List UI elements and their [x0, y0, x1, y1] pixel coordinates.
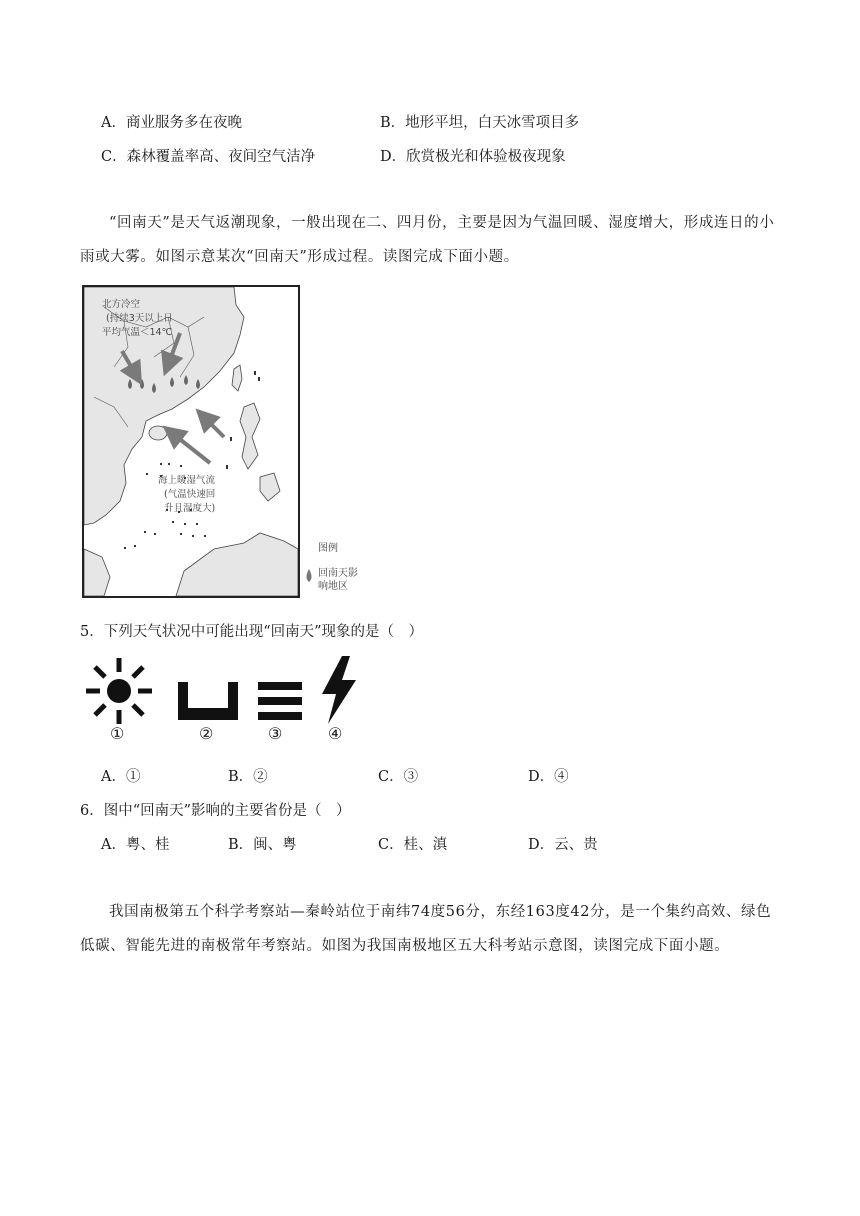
option-4d: D．欣赏极光和体验极夜现象	[380, 149, 566, 165]
lightning-icon	[320, 656, 358, 724]
question-6-stem: 6．图中“回南天”影响的主要省份是（ ）	[80, 803, 351, 819]
option-5d: D．④	[528, 769, 569, 785]
option-5a: A．①	[101, 769, 141, 785]
option-4a: A．商业服务多在夜晚	[101, 115, 242, 131]
option-5c: C．③	[378, 769, 419, 785]
warm-air-arrow-2	[204, 417, 224, 437]
map-label-north-2: (持续3天以上日	[106, 313, 173, 324]
legend-label-1: 回南天影	[318, 568, 358, 579]
passage-huinantian: “回南天”是天气返潮现象，一般出现在二、四月份，主要是因为气温回暖、湿度增大，形成连日的小雨或大雾。如图示意某次“回南天”形成过程。读图完成下面小题。	[80, 215, 775, 265]
legend-title: 图例	[318, 543, 338, 554]
warm-air-arrow-1	[172, 433, 210, 463]
hainan-island	[149, 426, 167, 440]
legend-label-2: 响地区	[318, 581, 348, 592]
symbol-label-4: ④	[328, 724, 343, 743]
symbol-label-1: ①	[110, 724, 125, 743]
map-graphic	[84, 287, 298, 596]
huinantian-map	[82, 285, 300, 598]
map-label-sea-1: 海上暖湿气流	[158, 475, 216, 486]
symbol-label-2: ②	[199, 724, 214, 743]
taiwan-island	[232, 365, 242, 391]
map-label-north-1: 北方冷空	[102, 299, 141, 310]
philippines-islands	[240, 403, 280, 501]
cup-shape-icon	[178, 682, 238, 720]
borneo-island	[176, 533, 298, 596]
option-6b: B．闽、粤	[228, 837, 297, 853]
option-4b: B．地形平坦，白天冰雪项目多	[380, 115, 580, 131]
option-6a: A．粤、桂	[101, 837, 170, 853]
option-4c: C．森林覆盖率高、夜间空气洁净	[101, 149, 316, 165]
malay-peninsula	[84, 549, 110, 596]
symbol-label-3: ③	[268, 724, 283, 743]
legend-rain-drop-icon	[304, 568, 314, 584]
map-label-sea-2: (气温快速回	[164, 489, 216, 500]
option-6d: D．云、贵	[528, 837, 598, 853]
sun-icon	[84, 656, 154, 726]
fog-icon	[258, 682, 302, 720]
map-label-north-3: 平均气温＜14℃	[102, 327, 173, 338]
question-5-stem: 5．下列天气状况中可能出现“回南天”现象的是（ ）	[80, 624, 424, 640]
option-5b: B．②	[228, 769, 268, 785]
option-6c: C．桂、滇	[378, 837, 448, 853]
map-label-sea-3: 升且湿度大)	[164, 503, 216, 514]
passage-antarctic: 我国南极第五个科学考察站—秦岭站位于南纬74度56分，东经163度42分，是一个集约高效、绿色低碳、智能先进的南极常年考察站。如图为我国南极地区五大科考站示意图，读图完成下面小题。	[80, 904, 772, 954]
